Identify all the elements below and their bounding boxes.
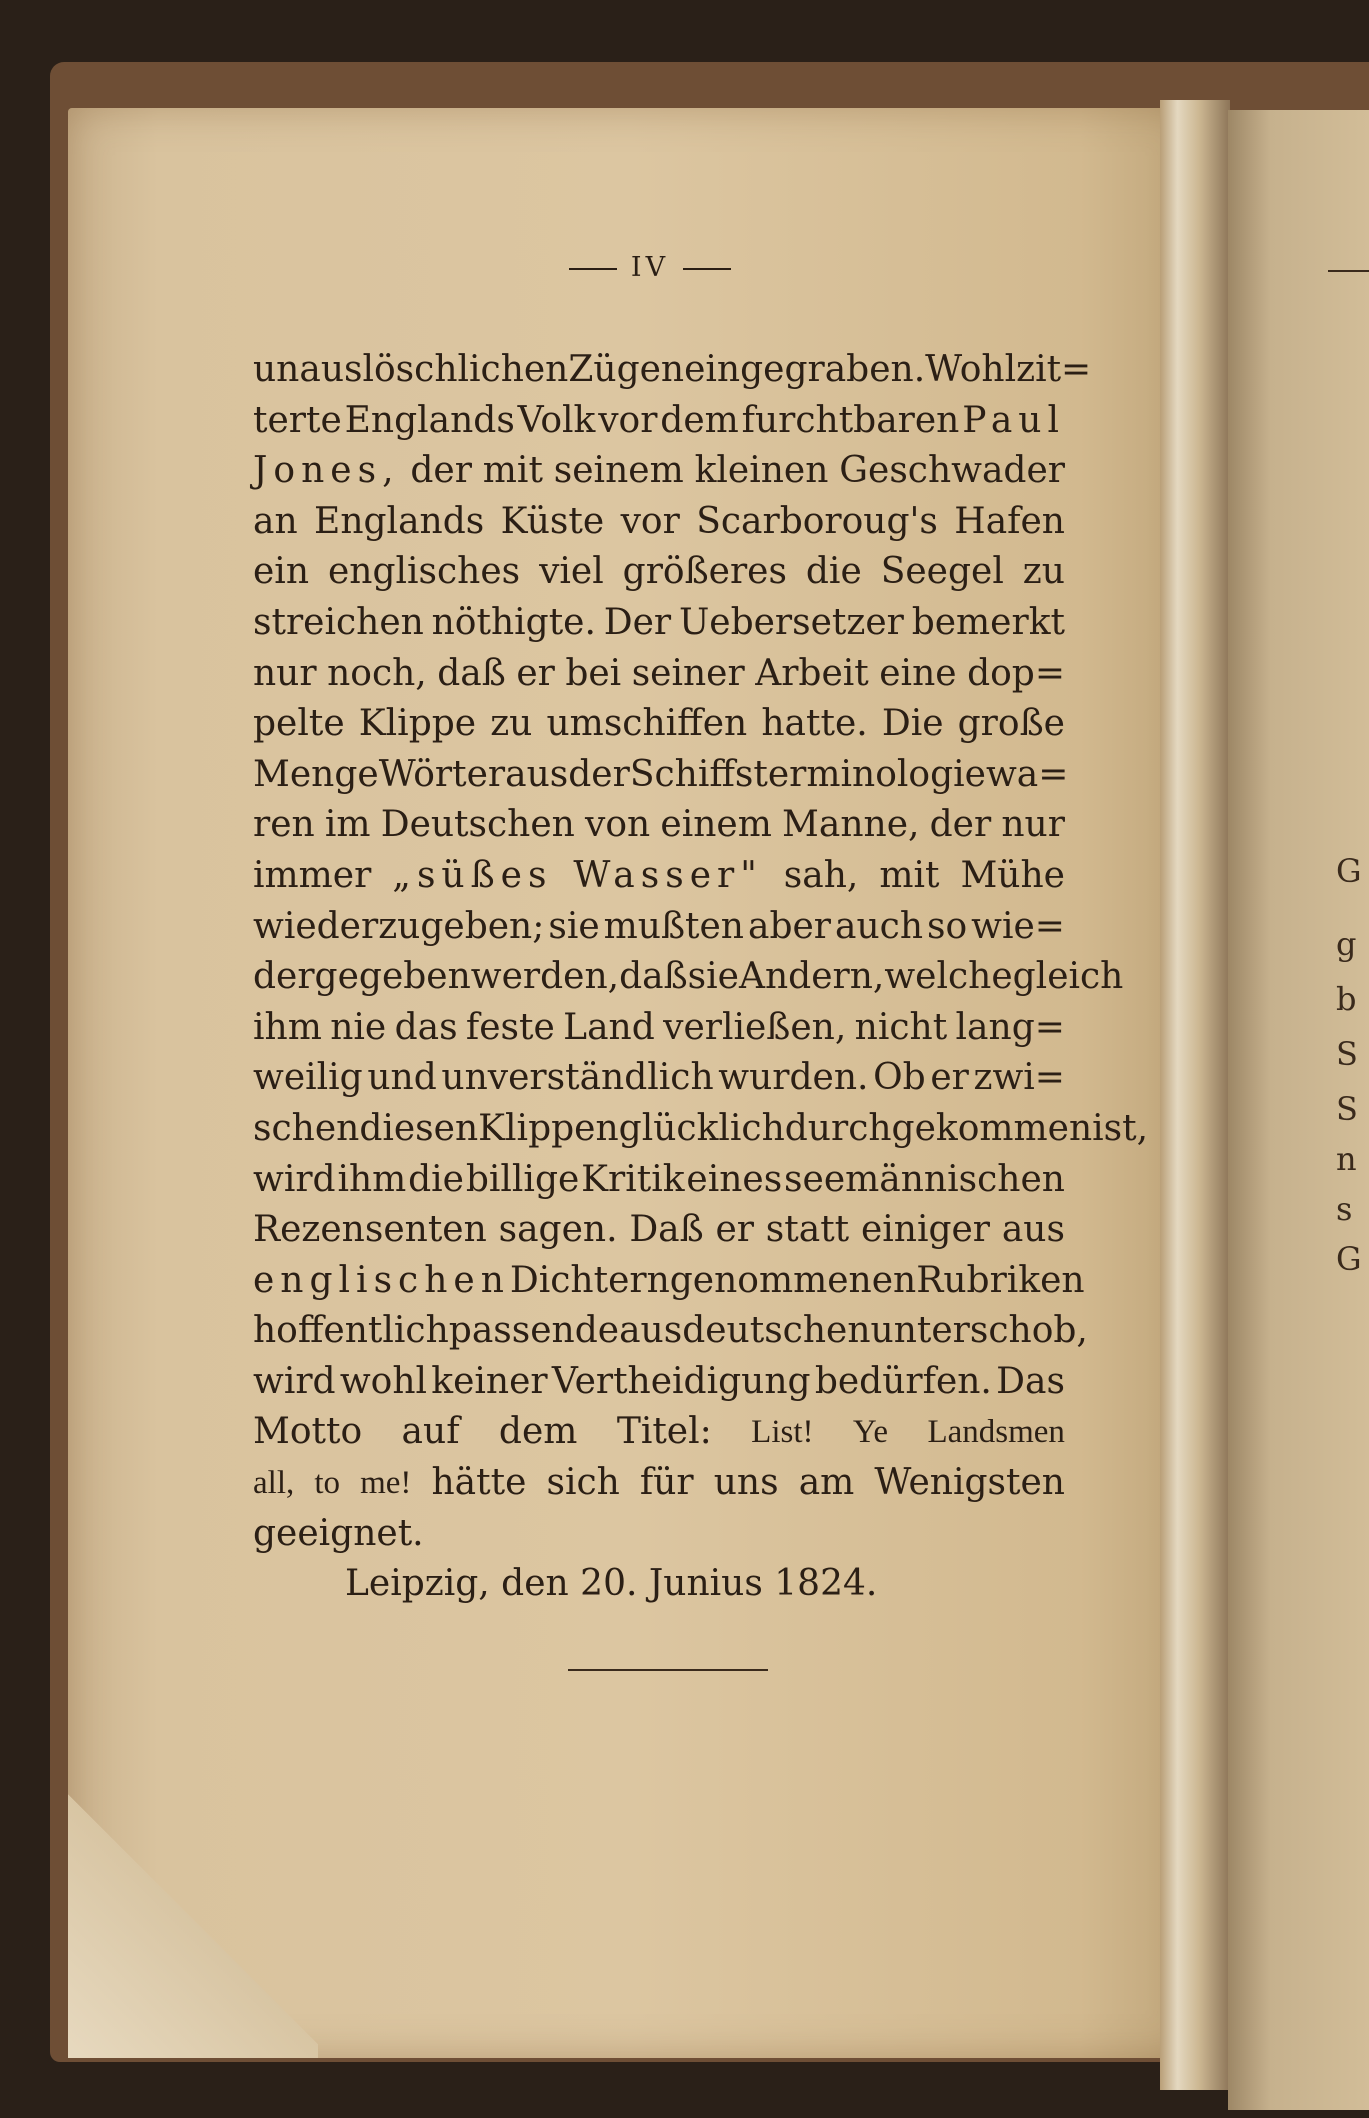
text-line: [253, 699, 1065, 750]
word: Englands: [344, 399, 515, 441]
word: unverständlich: [441, 1057, 714, 1099]
word: zwi=: [973, 1057, 1065, 1099]
word: mit: [482, 450, 543, 492]
word: aus: [619, 1310, 683, 1352]
word: unauslöschlichen: [253, 349, 569, 390]
text-line: [253, 1104, 1149, 1155]
header-dash-left: [569, 268, 617, 270]
word: aus: [505, 753, 569, 795]
word: englisches: [327, 551, 521, 593]
word: viel: [539, 551, 604, 593]
word: werden,: [470, 956, 620, 998]
word: Das: [996, 1360, 1065, 1402]
word: er: [715, 1209, 754, 1251]
word: ihm: [253, 1006, 322, 1048]
word: er: [930, 1057, 969, 1099]
word: nie: [330, 1006, 387, 1048]
word: an: [253, 500, 298, 542]
word: mit: [879, 854, 940, 896]
word: diesen: [359, 1107, 479, 1149]
word: bei: [565, 652, 622, 694]
word: zu: [490, 703, 533, 745]
word: aber: [747, 905, 832, 947]
word: dem: [498, 1411, 578, 1453]
word: Klippen: [478, 1107, 619, 1149]
word: Motto: [253, 1411, 363, 1453]
word: deutschen: [682, 1310, 871, 1352]
word: me!: [360, 1465, 412, 1502]
word: Titel:: [616, 1411, 712, 1453]
word: billige: [465, 1158, 580, 1200]
text-line: [253, 1155, 1065, 1206]
word: geeignet.: [253, 1512, 424, 1554]
word: Wasser": [573, 854, 763, 896]
word: die: [805, 551, 862, 593]
word: Ob: [873, 1057, 926, 1099]
word: Paul: [962, 399, 1065, 441]
word: schen: [253, 1107, 360, 1149]
word: er: [516, 652, 555, 694]
right-page-fragment: S: [1336, 1090, 1358, 1128]
text-line: [253, 497, 1065, 548]
word: nur: [1001, 804, 1065, 846]
word: weilig: [253, 1057, 363, 1099]
word: Die: [881, 703, 944, 745]
word: Menge: [253, 753, 379, 795]
text-line: [253, 1205, 1065, 1256]
text-line: [253, 800, 1065, 851]
word: Dichtern: [509, 1259, 670, 1301]
text-line: [253, 851, 1065, 902]
word: ist,: [1092, 1107, 1149, 1149]
word: eine: [879, 652, 957, 694]
word: to: [314, 1465, 340, 1502]
word: der: [568, 753, 630, 795]
word: nur: [253, 652, 317, 694]
text-line: [253, 1407, 1065, 1458]
word: Geschwader: [839, 450, 1065, 492]
word: Scarboroug's: [696, 500, 938, 542]
word: zit=: [1016, 349, 1092, 390]
word: aus: [1001, 1209, 1065, 1251]
word: Rubriken: [916, 1259, 1085, 1301]
word: Kritik: [581, 1158, 685, 1200]
right-page-rule: [1328, 270, 1369, 272]
word: Englands: [314, 500, 485, 542]
word: nicht: [854, 1006, 948, 1048]
word: lang=: [955, 1006, 1065, 1048]
word: Arbeit: [755, 652, 869, 694]
text-line: [253, 396, 1065, 447]
word: Mühe: [960, 854, 1065, 896]
text-line: [253, 446, 1065, 497]
word: passende: [448, 1310, 620, 1352]
word: Küste: [500, 500, 605, 542]
word: verließen,: [663, 1006, 847, 1048]
word: dem: [660, 399, 739, 441]
word: durchgekommen: [784, 1107, 1093, 1149]
word: vor: [598, 399, 658, 441]
word: sie: [687, 956, 739, 998]
word: noch,: [327, 652, 427, 694]
text-line: [253, 902, 1065, 953]
word: Ye: [852, 1414, 889, 1451]
word: „süßes: [392, 854, 553, 896]
right-page-fragment: G: [1336, 1240, 1362, 1278]
word: wiederzugeben;: [253, 905, 545, 947]
body-text: [253, 345, 1149, 1610]
word: der: [410, 450, 472, 492]
text-line: [253, 345, 1092, 396]
word: wie=: [971, 905, 1065, 947]
word: umschiffen: [546, 703, 748, 745]
word: Andern,: [738, 956, 885, 998]
word: Jones,: [253, 450, 400, 492]
word: pelte: [253, 703, 345, 745]
word: und: [367, 1057, 437, 1099]
word: dop=: [967, 652, 1065, 694]
header-dash-right: [683, 268, 731, 270]
word: Der: [603, 601, 672, 643]
page-number: IV: [630, 252, 670, 283]
word: welche: [884, 956, 1013, 998]
word: gleich: [1012, 956, 1124, 998]
word: List!: [751, 1414, 814, 1451]
right-page-fragment: G: [1336, 852, 1362, 890]
word: von: [585, 804, 651, 846]
word: unterschob,: [870, 1310, 1088, 1352]
word: einiger: [860, 1209, 991, 1251]
word: hatte.: [761, 703, 868, 745]
word: eingegraben.: [684, 349, 926, 390]
word: ihm: [337, 1158, 407, 1200]
word: größeres: [622, 551, 787, 593]
text-line: [253, 952, 1124, 1003]
text-line: [253, 1357, 1065, 1408]
book-gutter: [1160, 100, 1230, 2090]
text-line: [253, 1003, 1065, 1054]
word: englischen: [253, 1259, 510, 1301]
word: Schiffsterminologie: [629, 753, 986, 795]
word: wa=: [985, 753, 1069, 795]
word: sagen.: [498, 1209, 618, 1251]
word: am: [798, 1462, 855, 1504]
word: genommenen: [669, 1259, 917, 1301]
page-header: [540, 252, 760, 283]
word: terte: [253, 399, 342, 441]
word: auf: [401, 1411, 460, 1453]
word: Hafen: [954, 500, 1065, 542]
word: hätte: [431, 1462, 527, 1504]
word: einem: [660, 804, 772, 846]
word: seemännischen: [784, 1158, 1065, 1200]
word: ren: [253, 804, 315, 846]
word: wird: [253, 1158, 336, 1200]
word: streichen: [253, 601, 424, 643]
word: sich: [546, 1462, 620, 1504]
word: Rezensenten: [253, 1209, 487, 1251]
word: statt: [765, 1209, 850, 1251]
word: die: [408, 1158, 464, 1200]
word: all,: [253, 1465, 295, 1502]
word: Manne,: [782, 804, 920, 846]
word: glücklich: [618, 1107, 785, 1149]
word: ein: [253, 551, 310, 593]
word: wohl: [339, 1360, 428, 1402]
word: Klippe: [358, 703, 477, 745]
right-page-fragment: b: [1336, 980, 1357, 1018]
closing-rule: [568, 1669, 768, 1671]
word: immer: [253, 854, 372, 896]
text-line: [253, 1306, 1088, 1357]
word: Seegel: [880, 551, 1004, 593]
word: bedürfen.: [814, 1360, 992, 1402]
text-line: [253, 1458, 1065, 1509]
text-line: [253, 1256, 1085, 1307]
word: nöthigte.: [431, 601, 596, 643]
word: keiner: [431, 1360, 548, 1402]
text-line: [253, 649, 1065, 700]
right-page-fragment: s: [1336, 1190, 1353, 1228]
word: Volk: [517, 399, 596, 441]
word: seinem: [553, 450, 684, 492]
word: kleinen: [694, 450, 829, 492]
text-line: [253, 1509, 1065, 1560]
word: sah,: [783, 854, 859, 896]
word: Land: [563, 1006, 655, 1048]
word: Deutschen: [380, 804, 575, 846]
word: hoffentlich: [253, 1310, 449, 1352]
word: bemerkt: [911, 601, 1065, 643]
word: Vertheidigung: [551, 1360, 811, 1402]
text-line: [253, 598, 1065, 649]
word: mußten: [603, 905, 744, 947]
text-line: [253, 750, 1069, 801]
word: große: [957, 703, 1065, 745]
word: das: [394, 1006, 458, 1048]
right-page-fragment: S: [1336, 1035, 1358, 1073]
word: Wenigsten: [874, 1462, 1065, 1504]
word: im: [324, 804, 371, 846]
word: Zügen: [568, 349, 685, 390]
word: daß: [437, 652, 506, 694]
signature: Leipzig, den 20. Junius 1824.: [345, 1563, 878, 1605]
word: so: [927, 905, 968, 947]
word: Wohl: [925, 349, 1017, 390]
signature-line: [253, 1559, 1065, 1610]
word: sie: [548, 905, 600, 947]
worn-corner: [68, 1780, 318, 2058]
word: auch: [835, 905, 924, 947]
word: Wörter: [378, 753, 506, 795]
word: Daß: [629, 1209, 704, 1251]
text-line: [253, 1053, 1065, 1104]
word: der: [929, 804, 992, 846]
word: für: [639, 1462, 694, 1504]
word: Landsmen: [927, 1414, 1065, 1451]
word: daß: [619, 956, 688, 998]
word: zu: [1022, 551, 1065, 593]
word: wurden.: [718, 1057, 869, 1099]
word: wird: [253, 1360, 336, 1402]
word: furchtbaren: [741, 399, 960, 441]
word: uns: [713, 1462, 779, 1504]
right-page-fragment: g: [1336, 925, 1357, 963]
word: dergegeben: [253, 956, 471, 998]
right-page-fragment: n: [1336, 1140, 1357, 1178]
word: feste: [465, 1006, 555, 1048]
word: Uebersetzer: [678, 601, 904, 643]
word: vor: [620, 500, 680, 542]
word: seiner: [631, 652, 745, 694]
word: eines: [686, 1158, 783, 1200]
text-line: [253, 547, 1065, 598]
